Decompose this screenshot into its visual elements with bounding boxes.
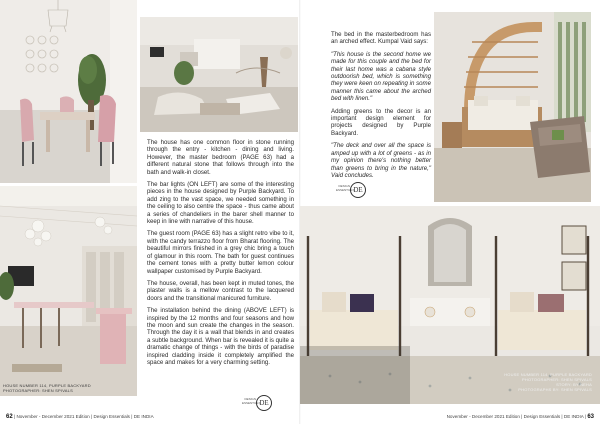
page-number: 62 bbox=[6, 414, 13, 420]
paragraph: The house, overall, has been kept in muted tones, the plaster walls is a mellow contrast to the lacquered doors and the transitional manicured furniture. bbox=[147, 279, 294, 302]
folio-text: November - December 2021 Edition | Design Essentials | DE INDIA | bbox=[446, 414, 587, 419]
quote: "The deck and over all the space is amped up with a lot of greens - as in my opinion there's nothing better than greens to bring in the nature," Vaid concludes. bbox=[331, 142, 431, 179]
folio-text: | November - December 2021 Edition | Design Essentials | DE INDIA bbox=[13, 414, 154, 419]
right-caption: HOUSE NUMBER 114, PURPLE BACKYARD PHOTOGRAPHER: SHEN SPIVALS STORY: BY NEHA PHOTOGRAPHS BY: SHEN SPIVALS bbox=[504, 372, 592, 392]
dining-room-photo bbox=[0, 0, 137, 183]
left-folio bbox=[6, 414, 154, 420]
quote: "This house is the second home we made for this couple and the bed for their last home was a cabana style outdoorish bed, which is something they were keen on repeating in some manner this came about the arched bed with linen." bbox=[331, 50, 431, 103]
de-logo bbox=[242, 395, 272, 411]
right-body-column bbox=[331, 31, 431, 184]
right-folio bbox=[447, 414, 594, 420]
paragraph: The bed in the masterbedroom has an arched effect. Kumpal Vaid says: bbox=[331, 31, 431, 46]
paragraph: The installation behind the dining (ABOVE LEFT) is inspired by the 12 months and four seasons and how the moon and sun create the changes in the season. Through the day it is a wall that blends in and creates a subtle background. When bar is revealed it is quite a dramatic change of things - with the birds of paradise inspired cladding inside it completely amplified the space and makes for a very charming setting. bbox=[147, 307, 294, 366]
bar-area-photo bbox=[0, 186, 137, 396]
de-logo bbox=[336, 182, 366, 198]
paragraph: Adding greens to the decor is an important design element for projects designed by Purple Backyard. bbox=[331, 107, 431, 137]
page-number: 63 bbox=[587, 414, 594, 420]
logo-mark: DE bbox=[256, 395, 272, 411]
left-caption: HOUSE NUMBER 114, PURPLE BACKYARD PHOTOGRAPHER: SHEN SPIVALS bbox=[3, 383, 91, 393]
master-bedroom-photo bbox=[434, 12, 591, 202]
living-room-photo bbox=[140, 17, 298, 132]
logo-wordmark: DESIGN ESSENTIALS bbox=[242, 397, 261, 405]
logo-mark: DE bbox=[350, 182, 366, 198]
left-body-column bbox=[147, 139, 294, 371]
paragraph: The bar lights (ON LEFT) are some of the interesting pieces in the house designed by Purple Backyard. To add zing to the vast space, we needed something in the ceiling to also centre the space - thus came about a series of chandeliers in the barer shell manner to keep in line with narrative of this house. bbox=[147, 181, 294, 226]
paragraph: The house has one common floor in stone running through the entry - kitchen - dining and living. However, the master bedroom (PAGE 63) had a different natural stone that follows through into the bath and walk-in closet. bbox=[147, 139, 294, 176]
logo-wordmark: DESIGN ESSENTIALS bbox=[336, 184, 355, 192]
paragraph: The guest room (PAGE 63) has a slight retro vibe to it, with the candy terrazzo floor from Bharat flooring. The beautiful mirrors finished in a grey chic bring a touch of glamour in this room. The bath for guest continues the cement tones with a pretty butter lemon colour wallpaper customised by Purple Backyard. bbox=[147, 230, 294, 275]
